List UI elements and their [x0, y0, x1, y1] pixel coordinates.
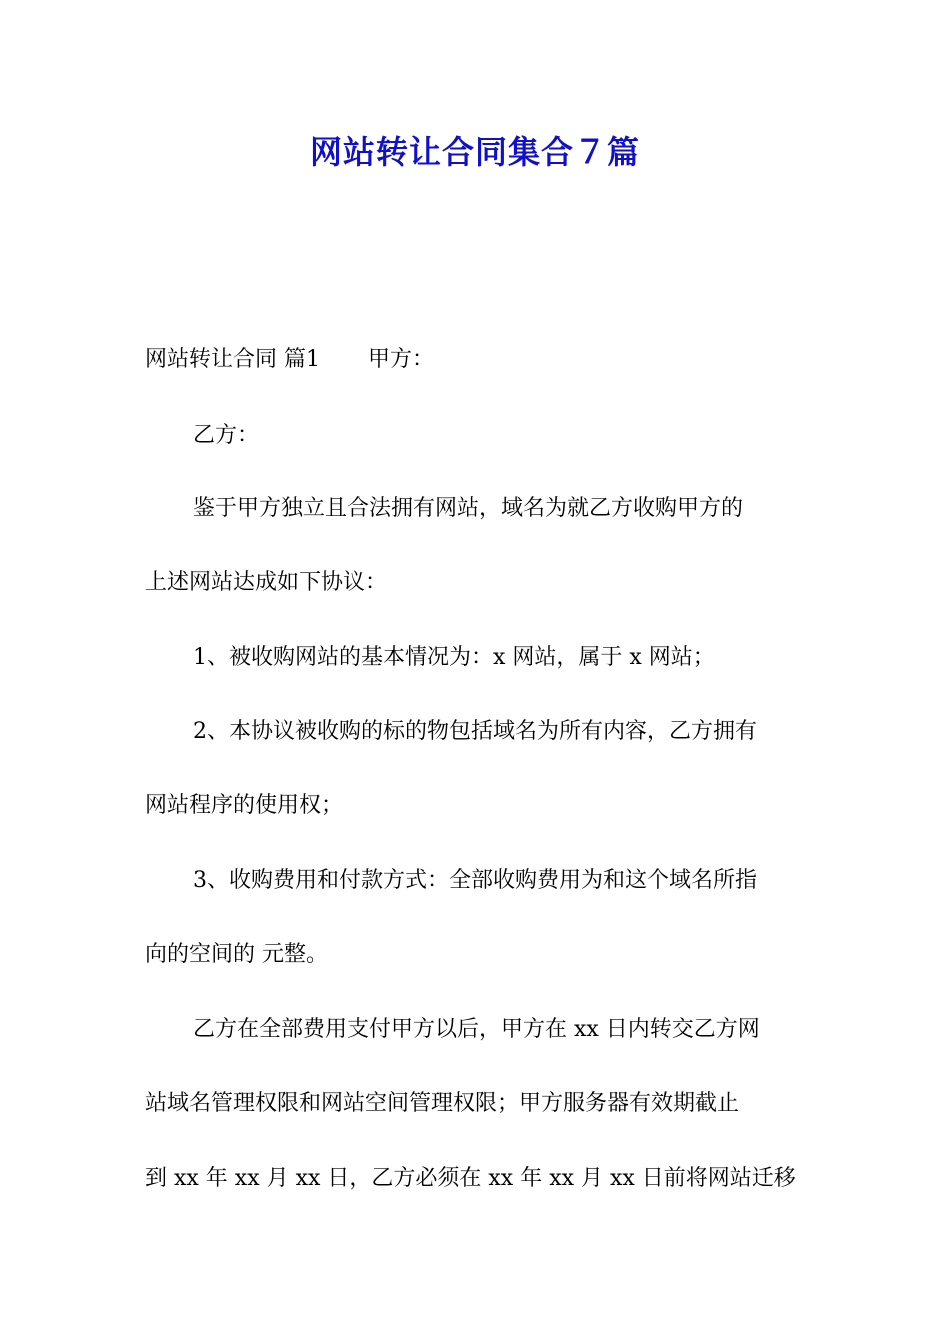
paragraph-line: 3、收购费用和付款方式：全部收购费用为和这个域名所指 — [193, 868, 757, 893]
section-heading-line — [145, 344, 434, 376]
party-b-label: 乙方： — [193, 423, 260, 448]
paragraph-line: 向的空间的 元整。 — [145, 942, 328, 967]
paragraph-line: 1、被收购网站的基本情况为：x 网站，属于 x 网站； — [193, 645, 715, 670]
paragraph-line: 到 xx 年 xx 月 xx 日，乙方必须在 xx 年 xx 月 xx 日前将网站迁移 — [145, 1166, 796, 1191]
paragraph-line: 上述网站达成如下协议： — [145, 570, 388, 595]
paragraph-line: 鉴于甲方独立且合法拥有网站，域名为就乙方收购甲方的 — [193, 496, 744, 521]
paragraph-line: 乙方在全部费用支付甲方以后，甲方在 xx 日内转交乙方网 — [193, 1017, 760, 1042]
paragraph-line: 网站程序的使用权； — [145, 793, 344, 818]
document-title: 网站转让合同集合７篇 — [309, 133, 640, 171]
paragraph-line: 站域名管理权限和网站空间管理权限；甲方服务器有效期截止 — [145, 1091, 740, 1116]
paragraph-line: 2、本协议被收购的标的物包括域名为所有内容，乙方拥有 — [193, 719, 757, 744]
party-a-label: 甲方： — [368, 347, 435, 372]
section-heading: 网站转让合同 篇1 — [145, 347, 320, 372]
